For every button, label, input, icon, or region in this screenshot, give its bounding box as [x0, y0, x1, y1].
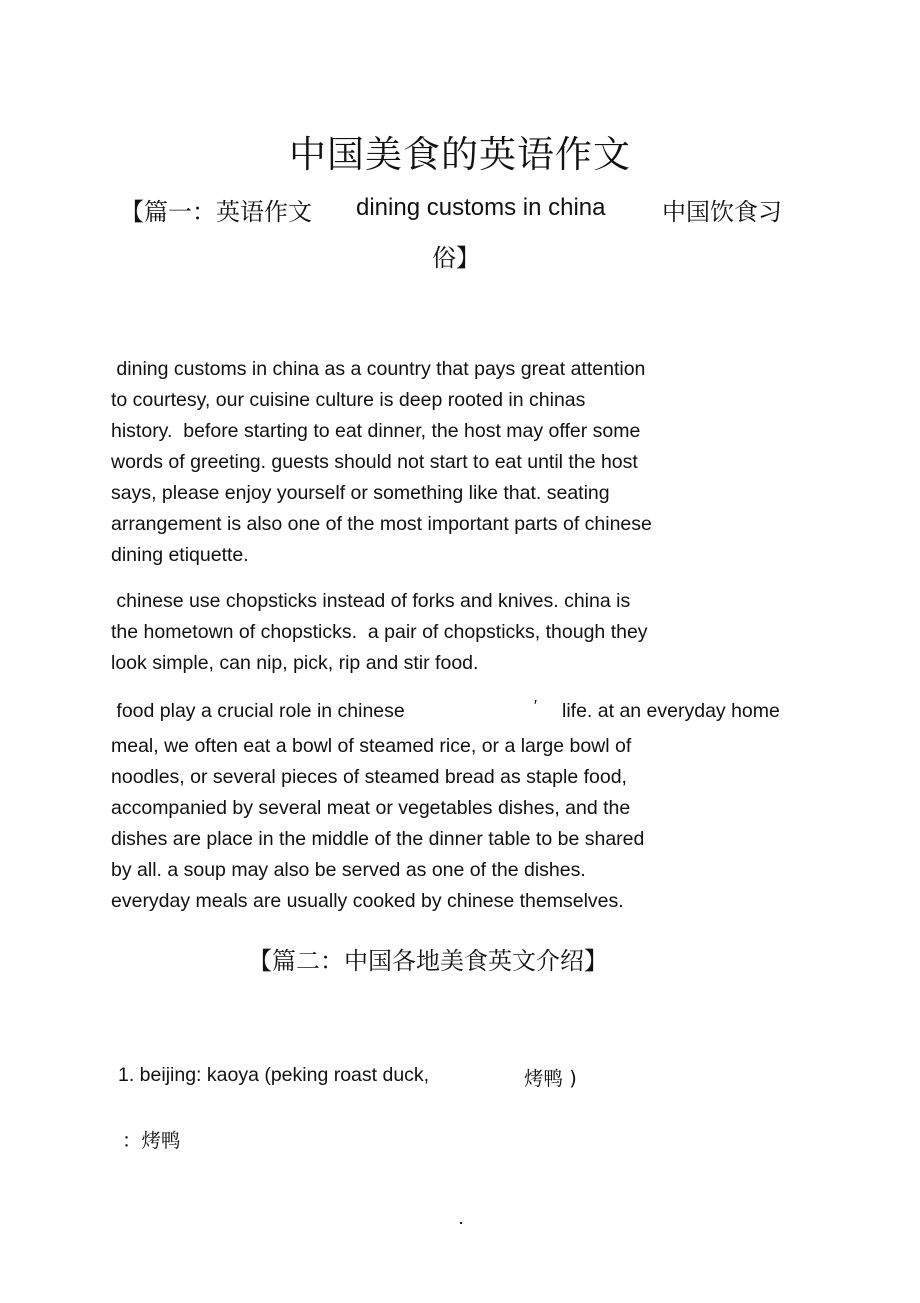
- page-marker: [460, 1222, 462, 1224]
- section1-heading-part-b: dining customs in china: [356, 194, 606, 221]
- paragraph-line: arrangement is also one of the most important parts of chinese: [111, 513, 652, 535]
- list-item-note: ：烤鸭: [122, 1129, 181, 1152]
- paragraph-line: history. before starting to eat dinner, the host may offer some: [111, 420, 641, 442]
- apostrophe-mark: ′: [534, 698, 537, 715]
- paragraph-line: words of greeting. guests should not start to eat until the host: [111, 451, 638, 473]
- paragraph-line: food play a crucial role in chinese: [111, 700, 405, 722]
- paragraph-line: the hometown of chopsticks. a pair of chopsticks, though they: [111, 621, 648, 643]
- paragraph-line: noodles, or several pieces of steamed bread as staple food,: [111, 766, 627, 788]
- section2-heading: 【篇二：中国各地美食英文介绍】: [248, 947, 608, 975]
- section1-heading-part-d: 俗】: [432, 244, 480, 272]
- paragraph-line: chinese use chopsticks instead of forks and knives. china is: [111, 590, 631, 612]
- section1-heading-part-c: 中国饮食习: [662, 198, 782, 226]
- paragraph-line: to courtesy, our cuisine culture is deep rooted in chinas: [111, 389, 586, 411]
- paragraph-line: meal, we often eat a bowl of steamed rice, or a large bowl of: [111, 735, 632, 757]
- document-title: 中国美食的英语作文: [289, 133, 631, 176]
- paragraph-line: everyday meals are usually cooked by chinese themselves.: [111, 890, 624, 912]
- paragraph-line: dishes are place in the middle of the dinner table to be shared: [111, 828, 645, 850]
- list-item-text: 1. beijing: kaoya (peking roast duck,: [118, 1064, 430, 1086]
- paragraph-line: life. at an everyday home: [562, 700, 780, 722]
- paragraph-line: look simple, can nip, pick, rip and stir food.: [111, 652, 479, 674]
- paragraph-line: dining etiquette.: [111, 544, 249, 566]
- list-item-chinese: 烤鸭 ): [524, 1067, 577, 1090]
- section1-heading-part-a: 【篇一：英语作文: [120, 198, 312, 226]
- paragraph-line: dining customs in china as a country that pays great attention: [111, 358, 646, 380]
- paragraph-line: accompanied by several meat or vegetables dishes, and the: [111, 797, 631, 819]
- paragraph-line: by all. a soup may also be served as one of the dishes.: [111, 859, 586, 881]
- paragraph-line: says, please enjoy yourself or something like that. seating: [111, 482, 610, 504]
